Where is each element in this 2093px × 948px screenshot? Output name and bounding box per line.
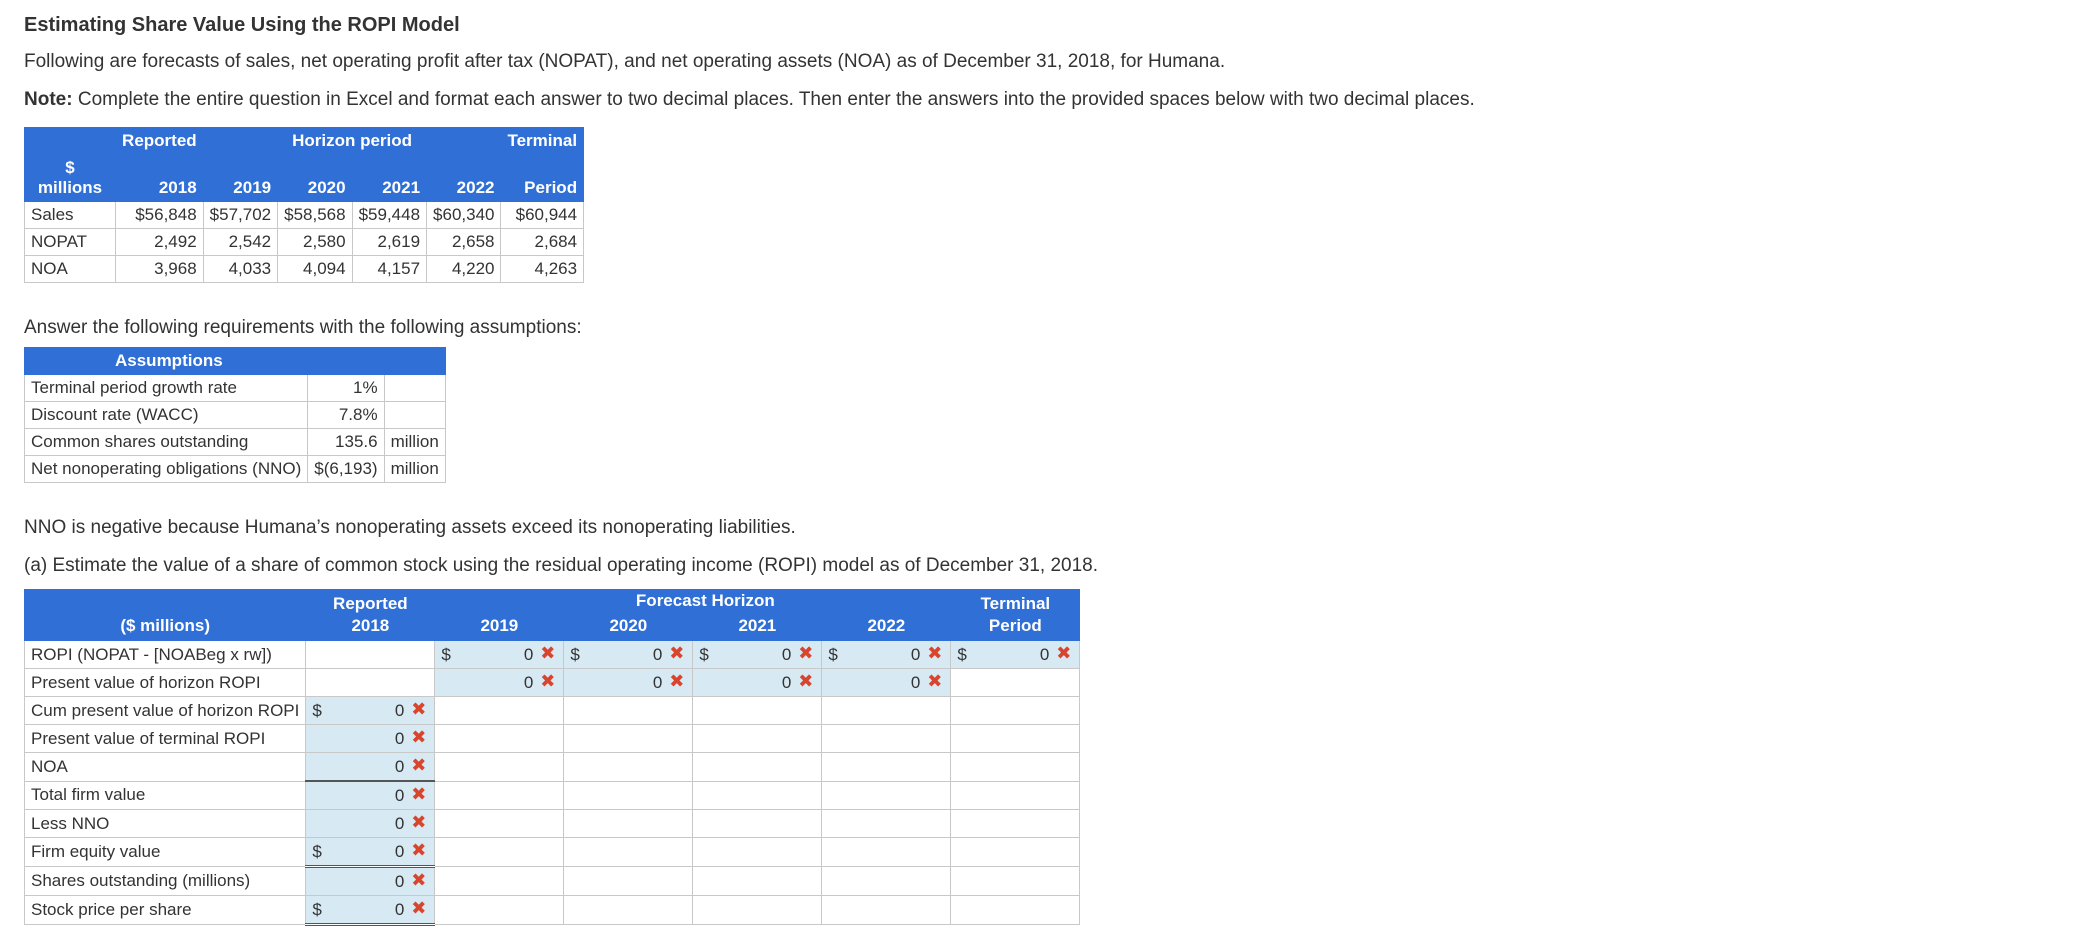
assumption-unit: million xyxy=(384,456,445,483)
ropi-head-2021 xyxy=(635,590,822,641)
unit-dollar: $ xyxy=(65,158,75,177)
year-period: Period xyxy=(501,155,584,202)
empty-cell xyxy=(951,838,1080,867)
incorrect-icon: ✖ xyxy=(798,643,814,663)
row-label: Present value of terminal ROPI xyxy=(25,725,306,753)
empty-cell xyxy=(693,810,822,838)
ropi-terminal-bottom: Period xyxy=(988,616,1042,635)
dollar-sign: $ xyxy=(441,645,451,664)
empty-cell xyxy=(951,697,1080,725)
cell: 4,220 xyxy=(427,256,501,283)
cell: 4,033 xyxy=(203,256,277,283)
table-row xyxy=(25,669,1080,697)
answer-cell[interactable] xyxy=(306,838,435,867)
answer-value: 0 xyxy=(523,673,534,692)
note-label: Note: xyxy=(24,89,73,110)
answer-value: 0 xyxy=(652,645,663,664)
incorrect-icon: ✖ xyxy=(411,870,427,890)
row-label: Shares outstanding (millions) xyxy=(25,867,306,896)
forecast-table xyxy=(24,127,584,283)
table-row xyxy=(25,402,446,429)
table-row xyxy=(25,896,1080,925)
empty-cell xyxy=(564,781,693,810)
assumption-label: Terminal period growth rate xyxy=(25,375,308,402)
empty-cell xyxy=(306,641,435,669)
ropi-year-label: 2021 xyxy=(738,616,777,635)
assumptions-intro: Answer the following requirements with the following assumptions: xyxy=(24,317,582,338)
incorrect-icon: ✖ xyxy=(927,643,943,663)
dollar-sign: $ xyxy=(570,645,580,664)
empty-cell xyxy=(693,725,822,753)
dollar-sign: $ xyxy=(312,900,322,919)
empty-cell xyxy=(693,838,822,867)
note-text: Complete the entire question in Excel and format each answer to two decimal places. Then enter the answers into the provided spaces below with two decimal places. xyxy=(72,89,1475,110)
cell: $59,448 xyxy=(352,202,426,229)
incorrect-icon: ✖ xyxy=(411,812,427,832)
answer-value: 0 xyxy=(394,842,405,861)
empty-cell xyxy=(435,753,564,782)
intro-text: Following are forecasts of sales, net operating profit after tax (NOPAT), and net operating assets (NOA) as of December 31, 2018, for Humana. xyxy=(24,51,1226,72)
ropi-terminal-top: Terminal xyxy=(980,594,1051,613)
answer-value: 0 xyxy=(394,872,405,891)
empty-cell xyxy=(951,810,1080,838)
assumptions-header-value xyxy=(308,348,384,375)
empty-cell xyxy=(822,753,951,782)
note-paragraph xyxy=(24,89,2069,111)
cell: 4,157 xyxy=(352,256,426,283)
assumption-unit xyxy=(384,375,445,402)
row-label: Stock price per share xyxy=(25,896,306,925)
assumptions-header-unit xyxy=(384,348,445,375)
incorrect-icon: ✖ xyxy=(669,671,685,691)
empty-cell xyxy=(564,838,693,867)
ropi-head-reported-top: Reported xyxy=(333,594,408,613)
row-label: NOA xyxy=(25,256,116,283)
ropi-year-label: 2019 xyxy=(480,616,519,635)
empty-cell xyxy=(564,697,693,725)
ropi-table xyxy=(24,589,1080,926)
table-row xyxy=(25,753,1080,782)
empty-cell xyxy=(951,669,1080,697)
empty-cell xyxy=(306,669,435,697)
empty-cell xyxy=(822,781,951,810)
ropi-head-2019 xyxy=(435,590,564,641)
answer-value: 0 xyxy=(781,645,792,664)
cell: 4,094 xyxy=(278,256,352,283)
ropi-col-label: ($ millions) xyxy=(120,616,211,635)
cell: $57,702 xyxy=(203,202,277,229)
empty-cell xyxy=(951,781,1080,810)
answer-value: 0 xyxy=(523,645,534,664)
incorrect-icon: ✖ xyxy=(669,643,685,663)
ropi-head-label xyxy=(25,590,306,641)
answer-value: 0 xyxy=(910,645,921,664)
row-label: NOPAT xyxy=(25,229,116,256)
answer-cell[interactable] xyxy=(435,641,564,669)
answer-value: 0 xyxy=(652,673,663,692)
forecast-head-blank xyxy=(25,128,116,155)
page-title: Estimating Share Value Using the ROPI Model xyxy=(24,14,460,36)
empty-cell xyxy=(564,867,693,896)
row-label: Sales xyxy=(25,202,116,229)
dollar-sign: $ xyxy=(699,645,709,664)
assumption-label: Discount rate (WACC) xyxy=(25,402,308,429)
incorrect-icon: ✖ xyxy=(411,699,427,719)
incorrect-icon: ✖ xyxy=(798,671,814,691)
cell: 3,968 xyxy=(116,256,204,283)
answer-cell[interactable] xyxy=(693,669,822,697)
answer-cell[interactable] xyxy=(306,697,435,725)
empty-cell xyxy=(693,697,822,725)
empty-cell xyxy=(822,725,951,753)
empty-cell xyxy=(435,781,564,810)
cell: 2,658 xyxy=(427,229,501,256)
dollar-sign: $ xyxy=(828,645,838,664)
year-2018: 2018 xyxy=(116,155,204,202)
forecast-head-horizon: Horizon period xyxy=(203,128,501,155)
assumption-unit: million xyxy=(384,429,445,456)
empty-cell xyxy=(435,810,564,838)
cell: $60,944 xyxy=(501,202,584,229)
answer-value: 0 xyxy=(394,757,405,776)
incorrect-icon: ✖ xyxy=(411,840,427,860)
cell: $58,568 xyxy=(278,202,352,229)
incorrect-icon: ✖ xyxy=(411,898,427,918)
answer-value: 0 xyxy=(781,673,792,692)
ropi-head-reported xyxy=(306,590,435,641)
assumption-value: 7.8% xyxy=(308,402,384,429)
dollar-sign: $ xyxy=(957,645,967,664)
empty-cell xyxy=(693,753,822,782)
incorrect-icon: ✖ xyxy=(927,671,943,691)
empty-cell xyxy=(693,781,822,810)
answer-cell[interactable] xyxy=(693,641,822,669)
empty-cell xyxy=(564,810,693,838)
empty-cell xyxy=(435,867,564,896)
empty-cell xyxy=(564,753,693,782)
assumption-unit xyxy=(384,402,445,429)
table-row xyxy=(25,456,446,483)
answer-value: 0 xyxy=(394,814,405,833)
table-row xyxy=(25,256,584,283)
year-2021: 2021 xyxy=(352,155,426,202)
forecast-head-reported: Reported xyxy=(116,128,204,155)
cell: 2,542 xyxy=(203,229,277,256)
cell: 4,263 xyxy=(501,256,584,283)
answer-cell[interactable] xyxy=(822,669,951,697)
row-label: Present value of horizon ROPI xyxy=(25,669,306,697)
empty-cell xyxy=(822,697,951,725)
table-row xyxy=(25,725,1080,753)
table-row xyxy=(25,838,1080,867)
row-label: Total firm value xyxy=(25,781,306,810)
assumption-label: Net nonoperating obligations (NNO) xyxy=(25,456,308,483)
incorrect-icon: ✖ xyxy=(540,643,556,663)
table-row xyxy=(25,429,446,456)
cell: 2,580 xyxy=(278,229,352,256)
table-row xyxy=(25,641,1080,669)
answer-cell[interactable] xyxy=(306,896,435,925)
table-row xyxy=(25,781,1080,810)
incorrect-icon: ✖ xyxy=(540,671,556,691)
ropi-year-label: 2020 xyxy=(609,616,648,635)
empty-cell xyxy=(822,867,951,896)
nno-text: NNO is negative because Humana’s nonoperating assets exceed its nonoperating liabilities. xyxy=(24,517,796,538)
empty-cell xyxy=(564,725,693,753)
answer-value: 0 xyxy=(394,900,405,919)
year-2020: 2020 xyxy=(278,155,352,202)
answer-cell[interactable] xyxy=(951,641,1080,669)
year-2022: 2022 xyxy=(427,155,501,202)
empty-cell xyxy=(435,725,564,753)
answer-cell[interactable] xyxy=(306,867,435,896)
answer-cell[interactable] xyxy=(306,725,435,753)
answer-cell[interactable] xyxy=(564,669,693,697)
forecast-head-terminal: Terminal xyxy=(501,128,584,155)
answer-cell[interactable] xyxy=(564,641,693,669)
empty-cell xyxy=(435,838,564,867)
row-label: Firm equity value xyxy=(25,838,306,867)
cell: $60,340 xyxy=(427,202,501,229)
part-a-text: (a) Estimate the value of a share of common stock using the residual operating income (ROPI) model as of December 31, 2018. xyxy=(24,555,1099,576)
table-row xyxy=(25,202,584,229)
incorrect-icon: ✖ xyxy=(411,727,427,747)
ropi-head-2022 xyxy=(822,590,951,641)
answer-value: 0 xyxy=(1039,645,1050,664)
answer-cell[interactable] xyxy=(306,753,435,782)
answer-cell[interactable] xyxy=(435,669,564,697)
cell: $56,848 xyxy=(116,202,204,229)
empty-cell xyxy=(693,896,822,925)
empty-cell xyxy=(564,896,693,925)
empty-cell xyxy=(951,725,1080,753)
empty-cell xyxy=(822,838,951,867)
ropi-forecast-horizon: Forecast Horizon xyxy=(635,591,775,610)
table-row xyxy=(25,867,1080,896)
ropi-head-terminal xyxy=(951,590,1080,641)
empty-cell xyxy=(951,896,1080,925)
dollar-sign: $ xyxy=(312,842,322,861)
cell: 2,492 xyxy=(116,229,204,256)
row-label: NOA xyxy=(25,753,306,782)
answer-value: 0 xyxy=(394,701,405,720)
year-2019: 2019 xyxy=(203,155,277,202)
answer-cell[interactable] xyxy=(306,781,435,810)
dollar-sign: $ xyxy=(312,701,322,720)
row-label: ROPI (NOPAT - [NOABeg x rw]) xyxy=(25,641,306,669)
table-row xyxy=(25,229,584,256)
empty-cell xyxy=(693,867,822,896)
empty-cell xyxy=(435,896,564,925)
ropi-head-reported-year: 2018 xyxy=(351,616,390,635)
answer-cell[interactable] xyxy=(306,810,435,838)
unit-millions: millions xyxy=(37,178,103,197)
table-row xyxy=(25,697,1080,725)
empty-cell xyxy=(435,697,564,725)
assumption-value: 135.6 xyxy=(308,429,384,456)
answer-cell[interactable] xyxy=(822,641,951,669)
cell: 2,619 xyxy=(352,229,426,256)
row-label: Less NNO xyxy=(25,810,306,838)
assumptions-table xyxy=(24,347,446,483)
forecast-head-unit xyxy=(25,155,116,202)
row-label: Cum present value of horizon ROPI xyxy=(25,697,306,725)
assumption-value: 1% xyxy=(308,375,384,402)
incorrect-icon: ✖ xyxy=(411,755,427,775)
empty-cell xyxy=(822,810,951,838)
cell: 2,684 xyxy=(501,229,584,256)
empty-cell xyxy=(951,753,1080,782)
table-row xyxy=(25,375,446,402)
incorrect-icon: ✖ xyxy=(1056,643,1072,663)
answer-value: 0 xyxy=(394,786,405,805)
answer-value: 0 xyxy=(910,673,921,692)
incorrect-icon: ✖ xyxy=(411,784,427,804)
empty-cell xyxy=(951,867,1080,896)
ropi-year-label: 2022 xyxy=(867,616,906,635)
assumptions-header: Assumptions xyxy=(25,348,308,375)
assumption-label: Common shares outstanding xyxy=(25,429,308,456)
empty-cell xyxy=(822,896,951,925)
table-row xyxy=(25,810,1080,838)
answer-value: 0 xyxy=(394,729,405,748)
assumption-value: $(6,193) xyxy=(308,456,384,483)
